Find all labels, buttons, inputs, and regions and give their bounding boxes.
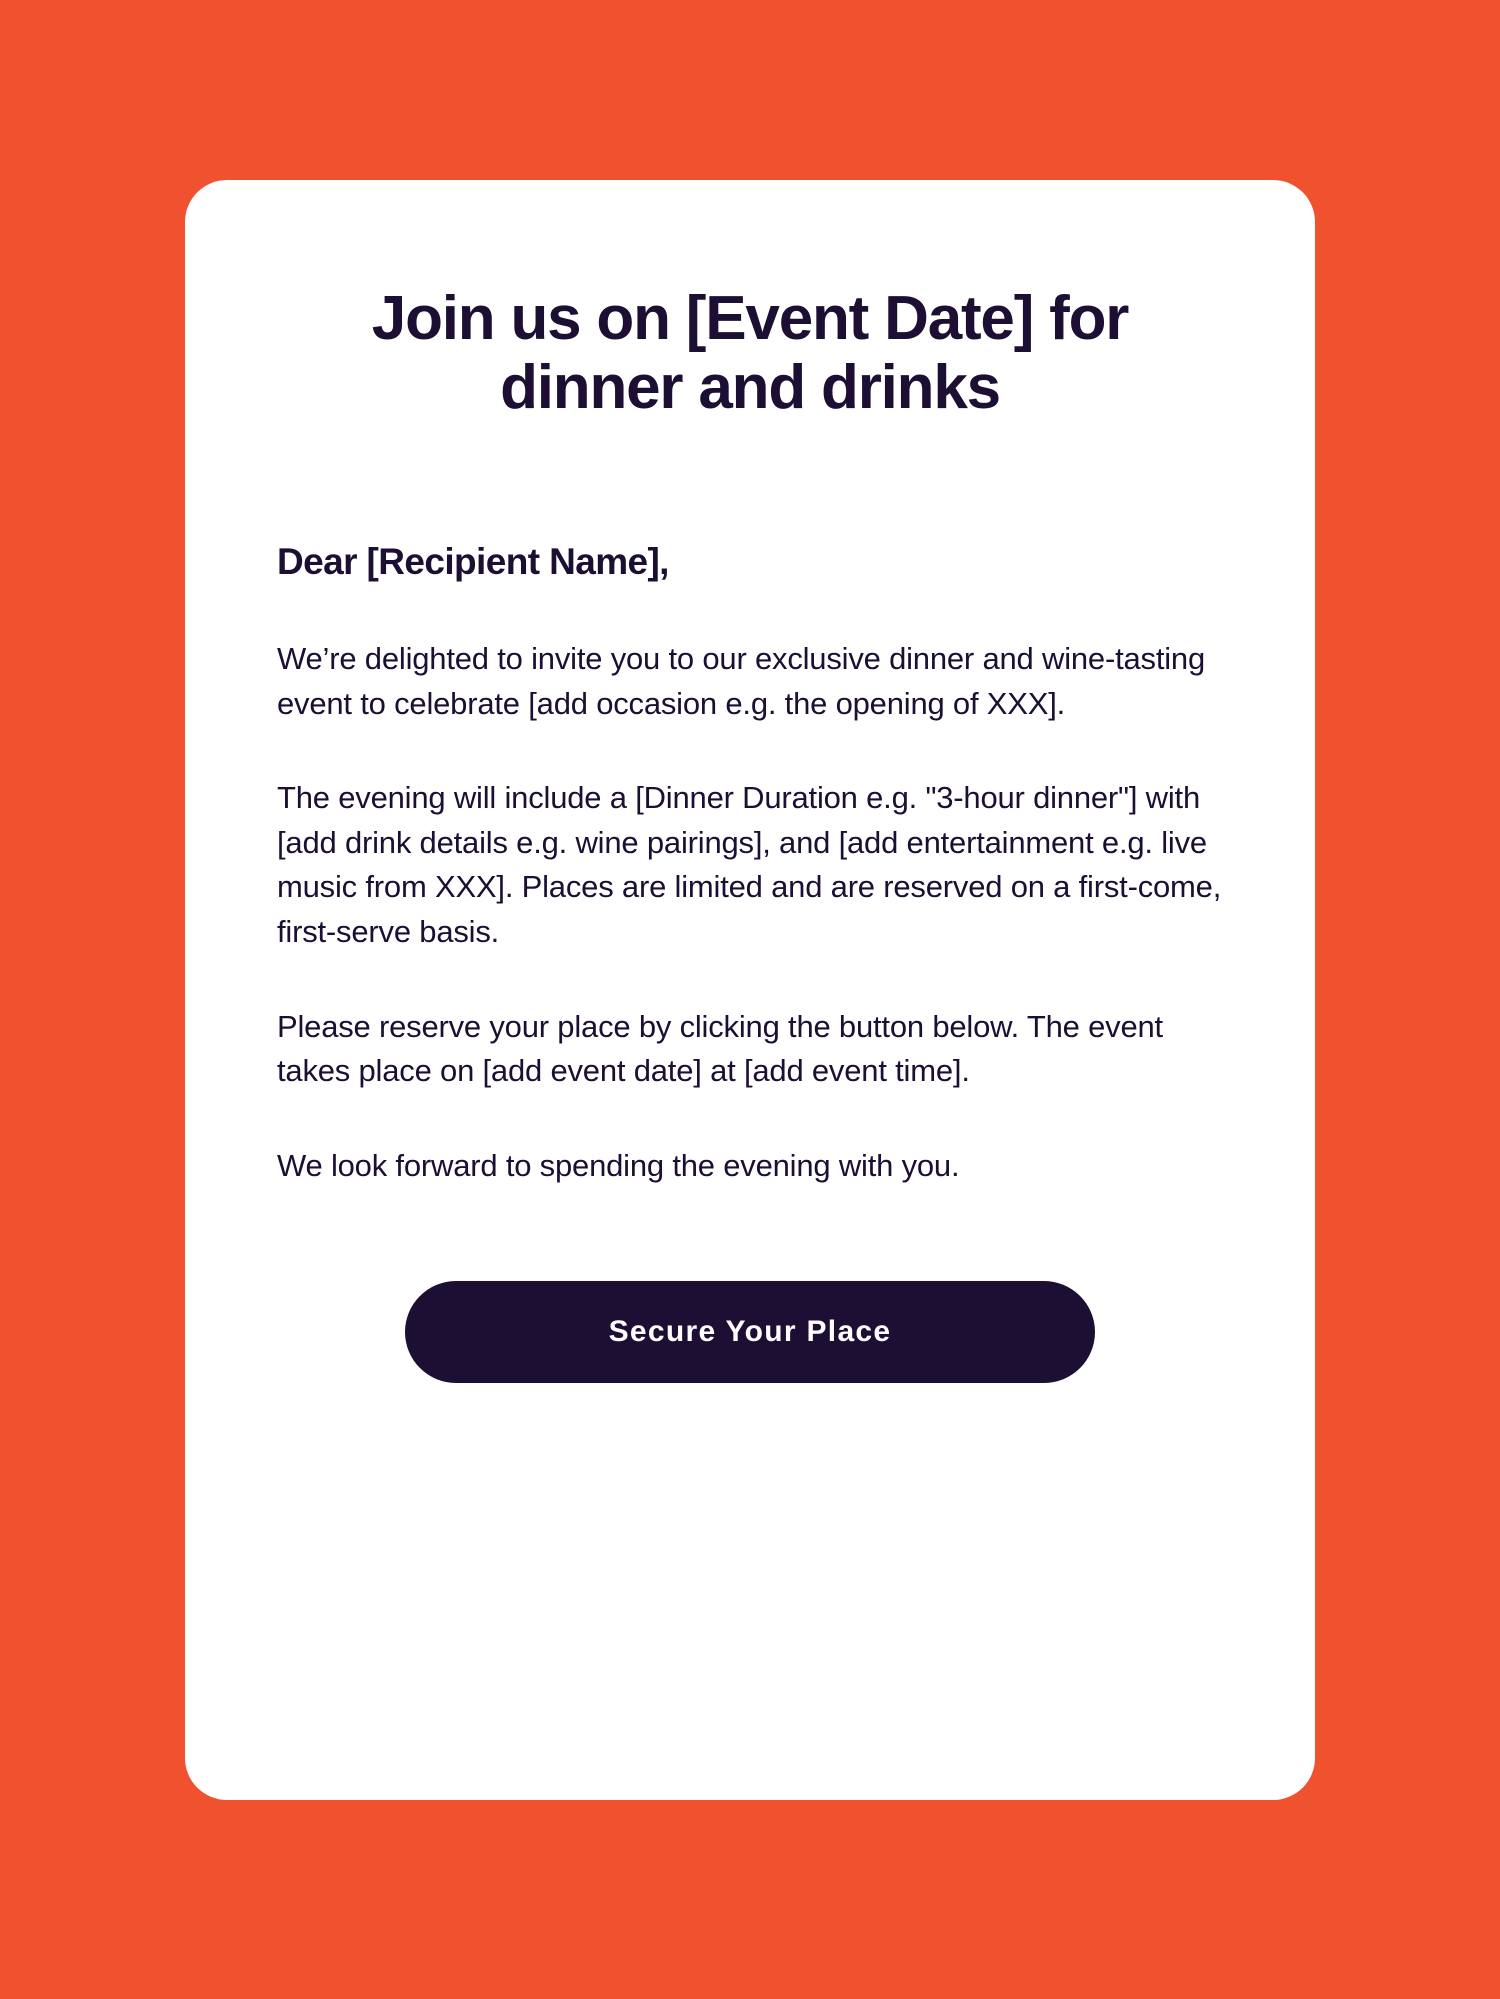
secure-your-place-button[interactable]: Secure Your Place: [405, 1281, 1095, 1383]
body-paragraph-4: We look forward to spending the evening with you.: [277, 1147, 960, 1183]
invitation-card: [185, 180, 1315, 1800]
cta-container: [277, 1281, 1223, 1383]
page-title: Join us on [Event Date] for dinner and drinks: [371, 284, 1129, 423]
salutation: Dear [Recipient Name],: [277, 540, 669, 582]
body-paragraph-3: Please reserve your place by clicking the button below. The event takes place on [add event date] at [add event time].: [277, 1008, 1163, 1089]
body-paragraph-2: The evening will include a [Dinner Duration e.g. "3-hour dinner"] with [add drink details e.g. wine pairings], and [add entertainment e.g. live music from XXX]. Places are limited and are reserved on a first-come, first-serve basis.: [277, 780, 1222, 949]
body-paragraph-1: We’re delighted to invite you to our exclusive dinner and wine-tasting event to celebrate [add occasion e.g. the opening of XXX].: [277, 640, 1206, 721]
